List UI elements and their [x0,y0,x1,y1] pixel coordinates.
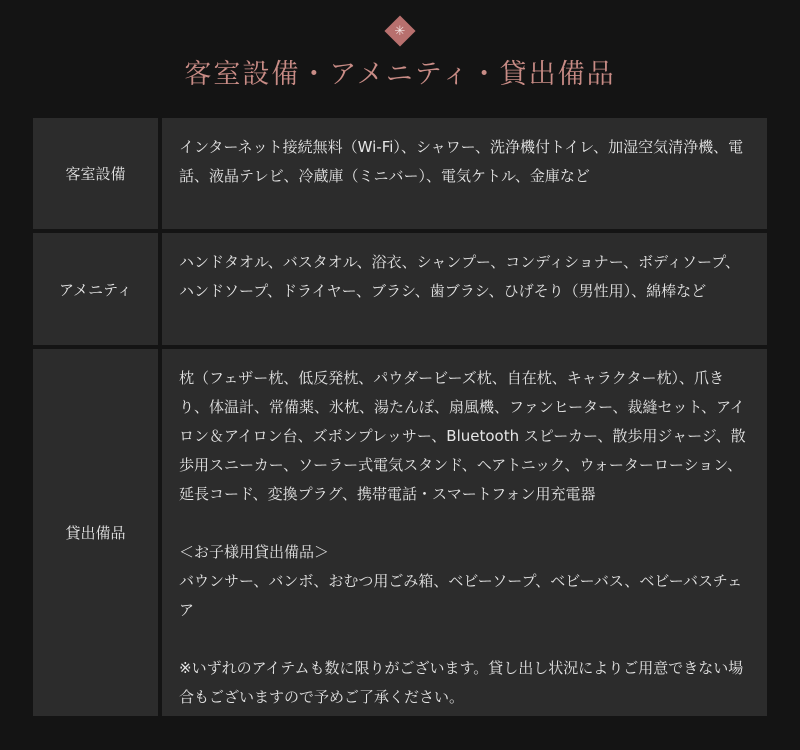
page-title: 客室設備・アメニティ・貸出備品 [184,59,616,90]
row-content [162,118,767,229]
kids-rental-text: バウンサー、バンボ、おむつ用ごみ箱、ベビーソープ、ベビーバス、ベビーバスチェア [179,572,743,619]
table-row-room-equipment [33,118,767,229]
room-equipment-text: インターネット接続無料（Wi-Fi）、シャワー、洗浄機付トイレ、加湿空気清浄機、電話、液晶テレビ、冷蔵庫（ミニバー）、電気ケトル、金庫など [179,138,744,185]
asterisk-icon: ✳ [394,23,406,39]
row-header: アメニティ [33,233,158,345]
table-row-rental-items [33,349,767,716]
row-content [162,233,767,345]
row-header: 貸出備品 [33,349,158,716]
amenities-table [33,118,767,720]
row-header: 客室設備 [33,118,158,229]
kids-rental-heading: ＜お子様用貸出備品＞ [179,543,330,561]
availability-note: ※いずれのアイテムも数に限りがございます。貸し出し状況によりご用意できない場合もございますので予めご了承ください。 [179,659,744,706]
page-header [0,0,800,118]
amenities-text: ハンドタオル、バスタオル、浴衣、シャンプー、コンディショナー、ボディソープ、ハンドソープ、ドライヤー、ブラシ、歯ブラシ、ひげそり（男性用）、綿棒など [179,253,741,300]
flower-emblem-icon [384,15,415,46]
row-content [162,349,767,716]
table-row-amenities [33,233,767,345]
rental-items-text: 枕（フェザー枕、低反発枕、パウダービーズ枕、自在枕、キャラクター枕）、爪きり、体温計、常備薬、氷枕、湯たんぽ、扇風機、ファンヒーター、裁縫セット、アイロン＆アイロン台、ズボンプレッサー、Bluetooth スピーカー、散歩用ジャージ、散歩用スニーカー、ソーラー式電気スタンド、ヘアトニック、ウォーターローション、延長コード、変換プラグ、携帯電話・スマートフォン用充電器 [179,369,746,503]
